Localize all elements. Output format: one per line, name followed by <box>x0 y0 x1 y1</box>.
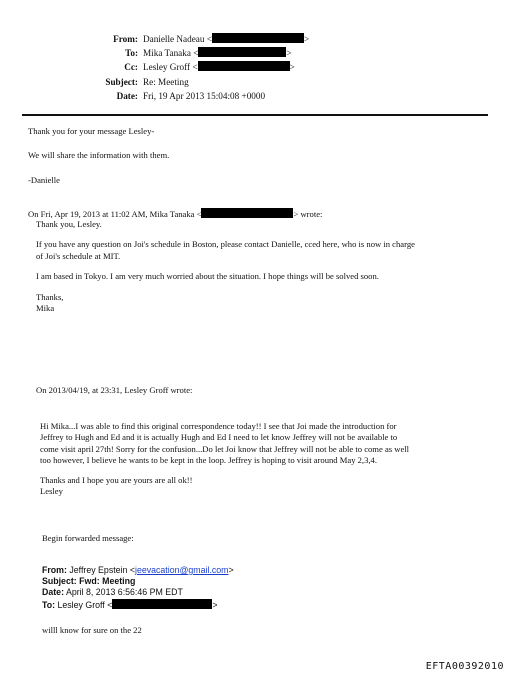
document-id: EFTA00392010 <box>425 661 504 672</box>
fwd-date-row <box>42 587 234 598</box>
quote-intro-text: > wrote: <box>293 209 323 219</box>
from-value: Danielle Nadeau < <box>143 34 212 44</box>
fwd-subject-value: Fwd: Meeting <box>79 576 136 587</box>
reply-line: We will share the information with them. <box>28 150 170 161</box>
fwd-to-row <box>42 599 234 611</box>
quote-line: If you have any question on Joi's schedule in Boston, please contact Danielle, cced here, who is now in charge <box>36 239 415 250</box>
fwd-to-value: Lesley Groff < <box>57 599 113 610</box>
header-divider <box>22 114 488 116</box>
forwarded-note: willl know for sure on the 22 <box>42 625 142 635</box>
begin-forwarded: Begin forwarded message: <box>42 533 134 543</box>
quote-line: of Joi's schedule at MIT. <box>36 250 121 261</box>
redaction-box <box>212 33 304 43</box>
quote-line: come visit april 27th! Sorry for the confusion...Do let Joi know that Jeffrey will not be able to come as well <box>40 443 410 454</box>
fwd-to-label: To: <box>42 599 56 610</box>
header-cc-row <box>0 60 512 74</box>
date-value: Fri, 19 Apr 2013 15:04:08 +0000 <box>143 90 266 101</box>
header-subject-row <box>0 75 512 89</box>
fwd-date-value: April 8, 2013 6:56:46 PM EDT <box>65 587 183 598</box>
fwd-subject-row <box>42 576 234 587</box>
close-bracket: > <box>212 599 218 610</box>
header-to-row <box>0 46 512 60</box>
quote-line: Lesley <box>40 486 63 497</box>
quote-line: Thanks and I hope you are yours are all ok!! <box>40 474 193 485</box>
fwd-from-value: Jeffrey Epstein < <box>69 565 135 575</box>
redaction-box <box>198 61 290 71</box>
forwarded-header <box>42 565 234 611</box>
quote-line: Hi Mika...I was able to find this original correspondence today!! I see that Joi made the introduction for <box>40 421 397 431</box>
redaction-box <box>112 599 212 609</box>
cc-value: Lesley Groff < <box>143 62 198 73</box>
quote1-body <box>36 219 415 314</box>
header-from-row <box>0 32 512 46</box>
email-header <box>0 32 512 103</box>
fwd-date-label: Date: <box>42 587 64 598</box>
quote-line: I am based in Tokyo. I am very much worried about the situation. I hope things will be solved soon. <box>36 271 379 282</box>
fwd-from-label: From: <box>42 565 67 575</box>
from-label: From: <box>113 34 138 44</box>
reply-body <box>28 126 169 186</box>
to-value: Mika Tanaka < <box>143 48 199 59</box>
quote-line: Thanks, <box>36 291 64 302</box>
date-label: Date: <box>116 90 138 101</box>
quote-line: too however, I believe he wants to be kept in the loop. Jeffrey is hoping to visit around May 2,3,4. <box>40 455 377 466</box>
header-date-row <box>0 89 512 103</box>
subject-value: Re: Meeting <box>143 76 189 87</box>
close-bracket: > <box>303 34 310 44</box>
close-bracket: > <box>286 48 292 59</box>
reply-line: Thank you for your message Lesley- <box>28 126 155 136</box>
reply-signature: -Danielle <box>28 174 60 185</box>
fwd-from-row <box>42 565 234 576</box>
quote2-body <box>40 421 409 497</box>
quote-line: Jeffrey to Hugh and Ed and it is actually Hugh and Ed I need to let know Jeffrey will not be available to <box>40 432 398 443</box>
fwd-subject-label: Subject: <box>42 576 77 587</box>
quote-line: Thank you, Lesley. <box>36 219 102 229</box>
redaction-box <box>198 47 286 57</box>
subject-label: Subject: <box>105 76 138 87</box>
to-label: To: <box>125 48 138 59</box>
quote-line: Mika <box>36 303 55 314</box>
quote2-intro: On 2013/04/19, at 23:31, Lesley Groff wrote: <box>36 385 193 395</box>
quote-intro-text: On Fri, Apr 19, 2013 at 11:02 AM, Mika Tanaka < <box>28 209 202 219</box>
close-bracket: > <box>228 565 234 575</box>
fwd-from-email-link[interactable]: jeevacation@gmail.com <box>134 565 229 575</box>
cc-label: Cc: <box>124 62 138 73</box>
redaction-box <box>201 208 293 218</box>
close-bracket: > <box>289 62 295 73</box>
